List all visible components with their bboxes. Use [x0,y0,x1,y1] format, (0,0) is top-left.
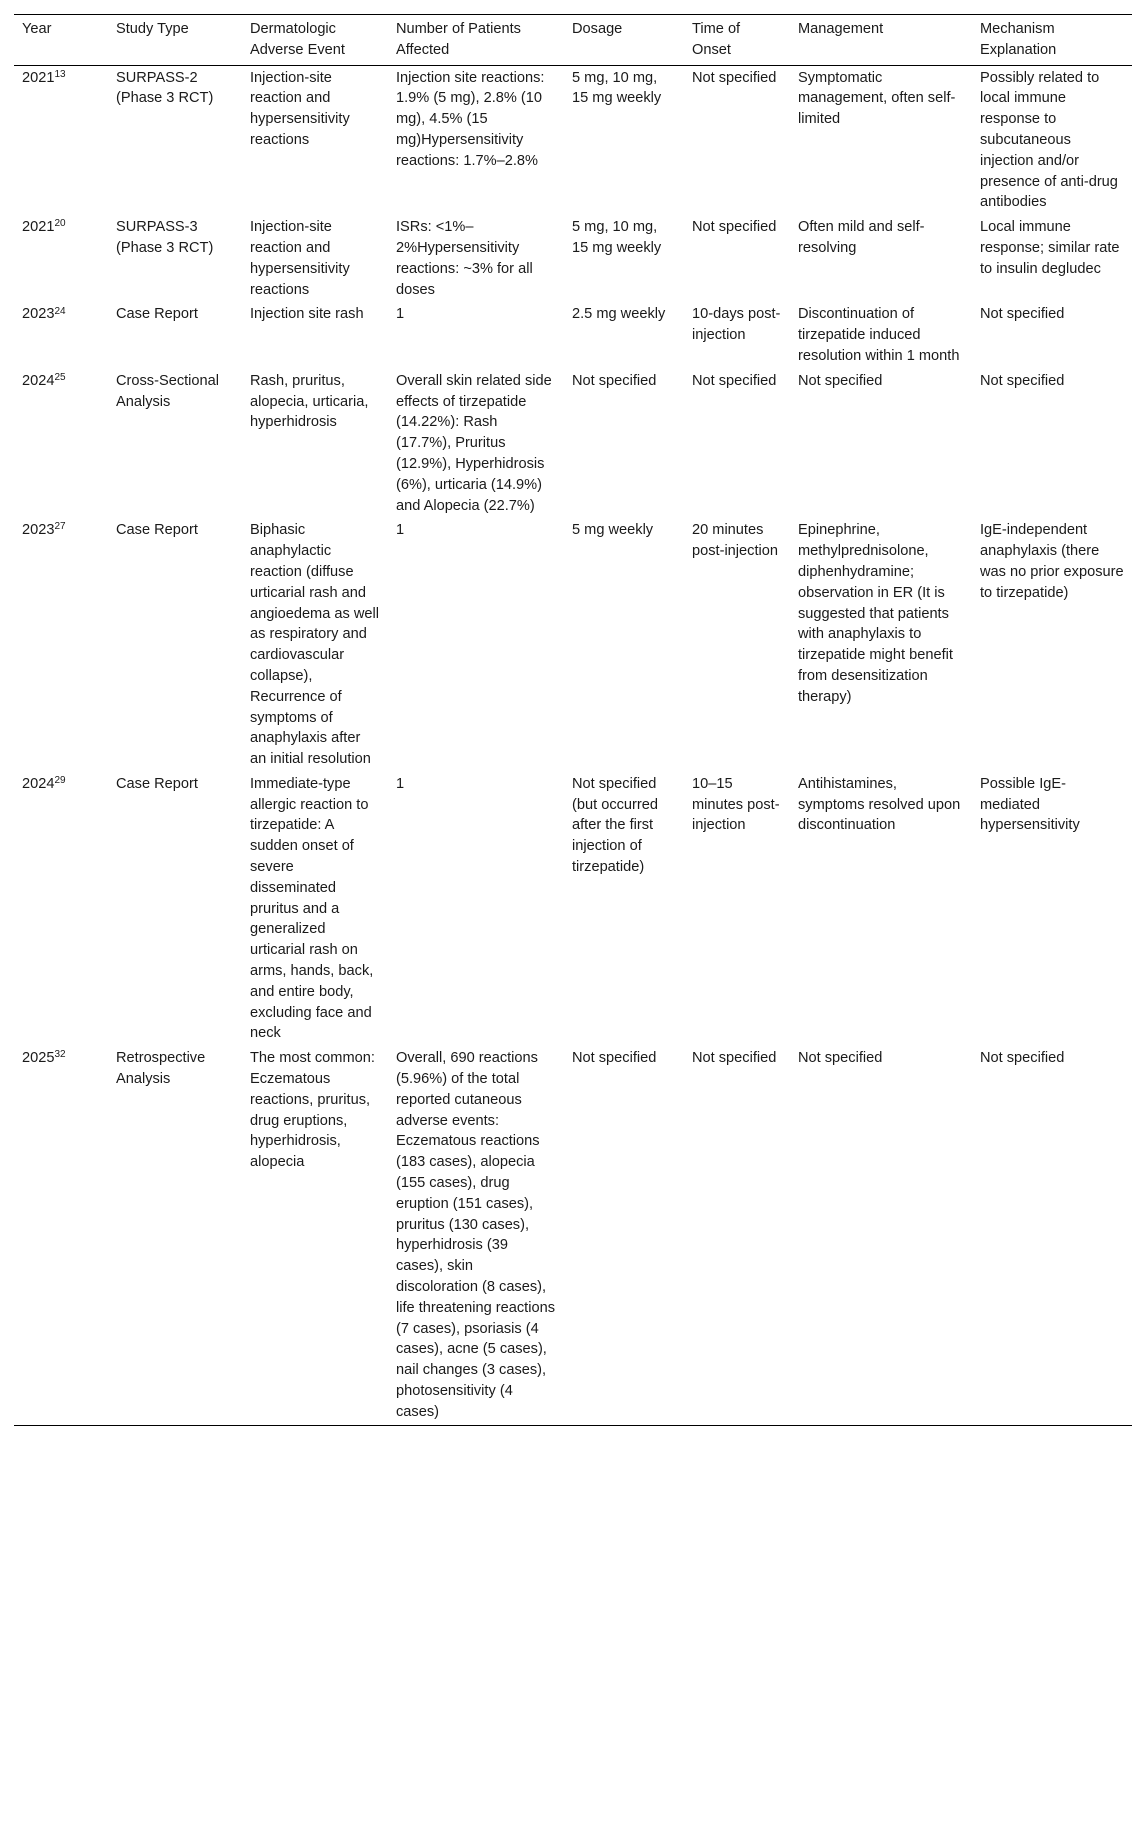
cell-mechanism: Not specified [980,372,1065,389]
cell-management: Epinephrine, methylprednisolone, diphenhydramine; observation in ER (It is suggested that patients with anaphylaxis to tirzepatide might benefit from desensitization therapy) [798,522,953,705]
table-row [14,1046,1132,1425]
cell-year: 2023$^{27}$ [22,521,66,539]
cell-onset: 20 minutes post-injection [692,522,778,560]
cell-mechanism: Possibly related to local immune response to subcutaneous injection and/or presence of anti-drug antibodies [980,69,1118,211]
cell-onset: Not specified [692,372,777,389]
table-row [14,518,1132,772]
cell-dosage: Not specified [572,1050,657,1067]
header-dosage: Dosage [572,21,623,37]
cell-onset: Not specified [692,219,777,236]
cell-event: The most common: Eczematous reactions, pruritus, drug eruptions, hyperhidrosis, alopecia [250,1050,375,1171]
cell-onset: 10-days post-injection [692,306,781,344]
cell-management: Not specified [798,372,883,389]
cell-study-type: Case Report [116,522,198,539]
cell-patients: 1 [396,522,405,539]
cell-onset: Not specified [692,1050,777,1067]
header-patients: Number of Patients Affected [396,21,521,58]
cell-study-type: SURPASS-2 (Phase 3 RCT) [116,69,214,107]
cell-onset: 10–15 minutes post-injection [692,775,780,834]
cell-study-type: Cross-Sectional Analysis [116,372,220,410]
adverse-events-table [14,14,1132,1426]
cell-mechanism: Not specified [980,1050,1065,1067]
cell-study-type: Case Report [116,775,198,792]
cell-management: Symptomatic management, often self-limited [798,69,956,128]
cell-event: Injection site rash [250,306,364,323]
cell-dosage: 2.5 mg weekly [572,306,666,323]
cell-event: Injection-site reaction and hypersensitivity reactions [250,219,350,298]
cell-dosage: Not specified [572,372,657,389]
header-event: Dermatologic Adverse Event [250,21,345,58]
cell-management: Often mild and self-resolving [798,219,925,256]
cell-dosage: 5 mg, 10 mg, 15 mg weekly [572,219,662,256]
cell-mechanism: Possible IgE-mediated hypersensitivity [980,775,1080,834]
header-study-type: Study Type [116,21,189,37]
table-row [14,772,1132,1046]
cell-year: 2023$^{24}$ [22,305,66,323]
cell-onset: Not specified [692,69,777,86]
cell-mechanism: Local immune response; similar rate to insulin degludec [980,219,1120,277]
cell-patients: Overall, 690 reactions (5.96%) of the total reported cutaneous adverse events: Eczematous reactions (183 cases), alopecia (155 cases), drug eruption (151 cases), pruritus (130 cases), hyperhidrosis (39 cases), skin discoloration (8 cases), life threatening reactions (7 cases), psoriasis (4 cases), acne (5 cases), nail changes (3 cases), photosensitivity (4 cases) [396,1050,556,1420]
document-page [14,14,1132,1426]
cell-dosage: Not specified (but occurred after the first injection of tirzepatide) [572,775,658,876]
cell-event: Injection-site reaction and hypersensitivity reactions [250,69,350,148]
cell-study-type: Retrospective Analysis [116,1050,206,1088]
cell-management: Discontinuation of tirzepatide induced resolution within 1 month [798,306,960,364]
cell-dosage: 5 mg weekly [572,522,654,539]
reference-superscript[interactable]: 27 [54,521,66,533]
reference-superscript[interactable]: 24 [54,305,66,317]
header-management: Management [798,21,884,37]
reference-superscript[interactable]: 13 [54,68,66,80]
cell-year: 2021$^{13}$ [22,68,66,86]
cell-year: 2024$^{25}$ [22,371,66,389]
table-row [14,65,1132,215]
header-onset: Time of Onset [692,21,741,58]
cell-mechanism: IgE-independent anaphylaxis (there was no prior exposure to tirzepatide) [980,522,1124,601]
table-header-row [14,15,1132,66]
cell-patients: ISRs: <1%–2%Hypersensitivity reactions: ~3% for all doses [396,219,533,298]
cell-patients: Injection site reactions: 1.9% (5 mg), 2.8% (10 mg), 4.5% (15 mg)Hypersensitivity reactions: 1.7%–2.8% [396,69,545,169]
cell-year: 2025$^{32}$ [22,1049,66,1067]
header-mechanism: Mechanism Explanation [980,21,1057,58]
reference-superscript[interactable]: 29 [54,775,66,787]
cell-management: Not specified [798,1050,883,1067]
cell-patients: Overall skin related side effects of tirzepatide (14.22%): Rash (17.7%), Pruritus (12.9%), Hyperhidrosis (6%), urticaria (14.9%) and Alopecia (22.7%) [396,372,552,514]
cell-study-type: SURPASS-3 (Phase 3 RCT) [116,219,214,256]
cell-management: Antihistamines, symptoms resolved upon discontinuation [798,775,961,834]
cell-year: 2024$^{29}$ [22,775,66,792]
cell-event: Biphasic anaphylactic reaction (diffuse urticarial rash and angioedema as well as respiratory and cardiovascular collapse), Recurrence of symptoms of anaphylaxis after an initial resolution [250,522,379,768]
cell-event: Immediate-type allergic reaction to tirzepatide: A sudden onset of severe disseminated pruritus and a generalized urticarial rash on arms, hands, back, and entire body, excluding face and neck [250,775,374,1042]
reference-superscript[interactable]: 32 [54,1049,66,1061]
cell-patients: 1 [396,775,405,792]
table-row [14,302,1132,368]
cell-study-type: Case Report [116,306,198,323]
reference-superscript[interactable]: 20 [54,218,66,230]
cell-event: Rash, pruritus, alopecia, urticaria, hyperhidrosis [250,372,369,431]
cell-patients: 1 [396,306,405,323]
header-year: Year [22,21,52,37]
reference-superscript[interactable]: 25 [54,371,66,383]
table-row [14,215,1132,302]
cell-dosage: 5 mg, 10 mg, 15 mg weekly [572,69,662,107]
cell-mechanism: Not specified [980,306,1065,323]
table-row [14,369,1132,519]
cell-year: 2021$^{20}$ [22,218,66,236]
